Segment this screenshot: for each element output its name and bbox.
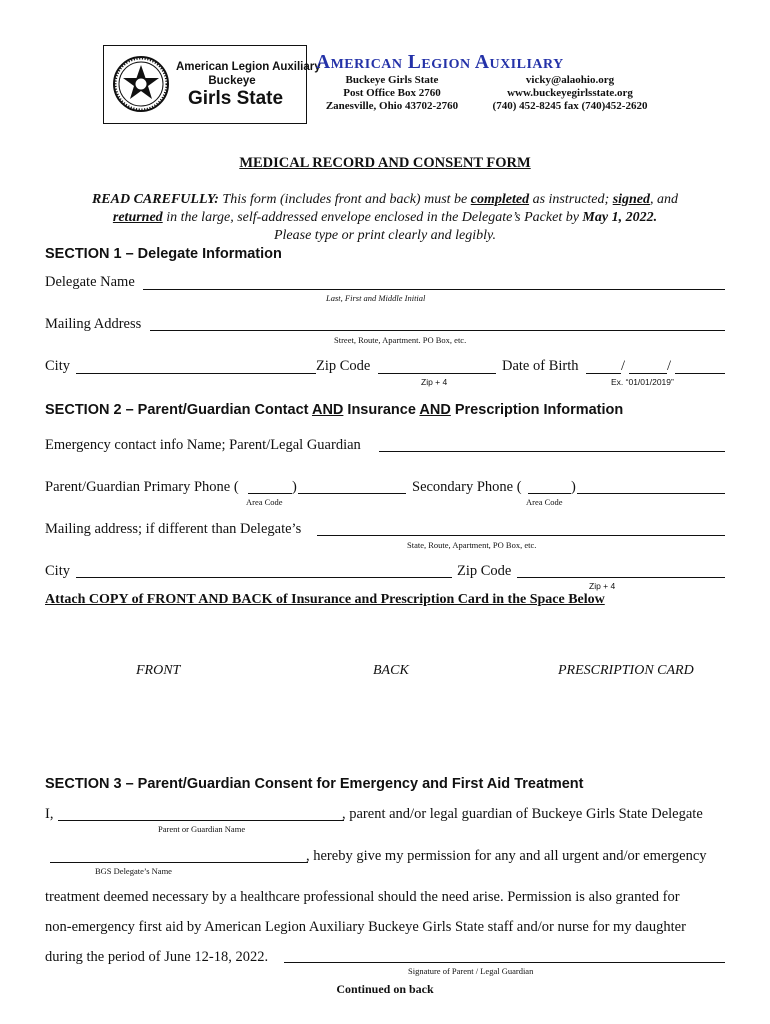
zip-code-2-field[interactable]	[517, 577, 725, 578]
consent-line-4: non-emergency first aid by American Legion Auxiliary Buckeye Girls State staff and/or nurse for my daughter	[45, 919, 686, 935]
primary-area-code-field[interactable]	[248, 493, 292, 494]
dob-label: Date of Birth	[502, 358, 579, 374]
delegate-name-consent-field[interactable]	[50, 862, 308, 863]
primary-phone-field[interactable]	[298, 493, 406, 494]
mailing-alt-label: Mailing address; if different than Delegate’s	[45, 521, 302, 537]
card-front-caption: FRONT	[136, 663, 181, 678]
website-link[interactable]: www.buckeyegirlsstate.org	[507, 87, 633, 99]
logo-line-3: Girls State	[188, 88, 284, 109]
continued-on-back: Continued on back	[336, 982, 434, 996]
emergency-contact-field[interactable]	[379, 451, 725, 452]
parent-name-field[interactable]	[58, 820, 344, 821]
instructions-line-2	[0, 210, 770, 226]
consent-line-5: during the period of June 12-18, 2022.	[45, 949, 269, 965]
dob-day-field[interactable]	[629, 373, 667, 374]
city-2-label: City	[45, 563, 70, 579]
legion-emblem-icon	[112, 55, 170, 113]
email-link[interactable]: vicky@alaohio.org	[525, 74, 615, 86]
phone-fax: (740) 452-8245 fax (740)452-2620	[492, 100, 648, 112]
dob-month-field[interactable]	[586, 373, 621, 374]
zip-code-2-label: Zip Code	[457, 563, 512, 579]
zip-code-field[interactable]	[378, 373, 496, 374]
delegate-name-label: Delegate Name	[45, 274, 135, 290]
instructions-completed: completed	[470, 192, 530, 207]
section-1-heading: SECTION 1 – Delegate Information	[45, 246, 282, 262]
section-2-heading-text: SECTION 2 – Parent/Guardian Contact	[45, 402, 312, 418]
parent-name-hint: Parent or Guardian Name	[158, 824, 246, 834]
consent-i-label: I,	[45, 806, 54, 822]
section-2-heading	[45, 402, 623, 418]
secondary-phone-label: Secondary Phone (	[412, 479, 522, 495]
dob-hint: Ex. “01/01/2019”	[611, 377, 674, 387]
city-field[interactable]	[76, 373, 316, 374]
paren-close: )	[571, 479, 576, 495]
zip-2-hint: Zip + 4	[589, 581, 616, 591]
consent-line-1: , parent and/or legal guardian of Buckeye Girls State Delegate	[342, 806, 703, 822]
instructions-text: This form (includes front and back) must be	[218, 192, 471, 207]
signature-field[interactable]	[284, 962, 725, 963]
instructions-deadline: May 1, 2022.	[582, 210, 658, 225]
mailing-alt-field[interactable]	[317, 535, 725, 536]
dob-year-field[interactable]	[675, 373, 725, 374]
dob-separator: /	[621, 358, 626, 374]
instructions-text: in the large, self-addressed envelope enclosed in the Delegate’s Packet by	[162, 210, 583, 225]
section-2-and: AND	[419, 402, 451, 418]
delegate-name-consent-hint: BGS Delegate’s Name	[95, 866, 172, 876]
section-2-heading-text: Prescription Information	[450, 402, 624, 418]
emergency-contact-label: Emergency contact info Name; Parent/Legal Guardian	[45, 437, 361, 453]
card-back-caption: BACK	[373, 663, 409, 678]
address-left	[316, 74, 468, 113]
org-title: American Legion Auxiliary	[316, 52, 564, 73]
instructions-line-1	[0, 192, 770, 208]
consent-line-2: , hereby give my permission for any and all urgent and/or emergency	[306, 848, 707, 864]
secondary-area-code-hint: Area Code	[526, 497, 563, 507]
zip-hint: Zip + 4	[421, 377, 448, 387]
logo-line-1: American Legion Auxiliary	[176, 61, 321, 73]
secondary-area-code-field[interactable]	[528, 493, 571, 494]
primary-area-code-hint: Area Code	[246, 497, 283, 507]
mailing-address-field[interactable]	[150, 330, 725, 331]
address-right	[486, 74, 654, 113]
zip-code-label: Zip Code	[316, 358, 371, 374]
primary-phone-label: Parent/Guardian Primary Phone (	[45, 479, 239, 495]
city-label: City	[45, 358, 70, 374]
prescription-card-caption: PRESCRIPTION CARD	[558, 663, 694, 678]
instructions-text: as instructed;	[529, 192, 613, 207]
section-2-and: AND	[311, 402, 344, 418]
logo-line-2: Buckeye	[208, 75, 256, 87]
address-left-line: Post Office Box 2760	[343, 87, 441, 99]
mailing-address-label: Mailing Address	[45, 316, 142, 332]
section-3-heading: SECTION 3 – Parent/Guardian Consent for Emergency and First Aid Treatment	[45, 776, 584, 792]
instructions-returned: returned	[112, 210, 163, 225]
mailing-address-hint: Street, Route, Apartment. PO Box, etc.	[334, 335, 467, 345]
city-2-field[interactable]	[76, 577, 452, 578]
consent-line-3: treatment deemed necessary by a healthcare professional should the need arise. Permission is also granted for	[45, 889, 680, 905]
attach-card-instruction: Attach COPY of FRONT AND BACK of Insurance and Prescription Card in the Space Below	[45, 592, 605, 607]
form-title: MEDICAL RECORD AND CONSENT FORM	[239, 155, 531, 171]
delegate-name-hint: Last, First and Middle Initial	[326, 293, 426, 303]
paren-close: )	[292, 479, 297, 495]
instructions-lead: READ CAREFULLY:	[91, 192, 219, 207]
logo-box	[103, 45, 321, 124]
instructions-text: , and	[650, 192, 679, 207]
dob-separator: /	[667, 358, 672, 374]
instructions-line-3: Please type or print clearly and legibly.	[273, 228, 496, 243]
mailing-alt-hint: State, Route, Apartment, PO Box, etc.	[407, 540, 537, 550]
secondary-phone-field[interactable]	[577, 493, 725, 494]
signature-hint: Signature of Parent / Legal Guardian	[408, 966, 534, 976]
instructions-signed: signed	[612, 192, 651, 207]
delegate-name-field[interactable]	[143, 289, 725, 290]
section-2-heading-text: Insurance	[343, 402, 420, 418]
address-left-line: Buckeye Girls State	[345, 74, 439, 86]
address-left-line: Zanesville, Ohio 43702-2760	[325, 100, 459, 112]
